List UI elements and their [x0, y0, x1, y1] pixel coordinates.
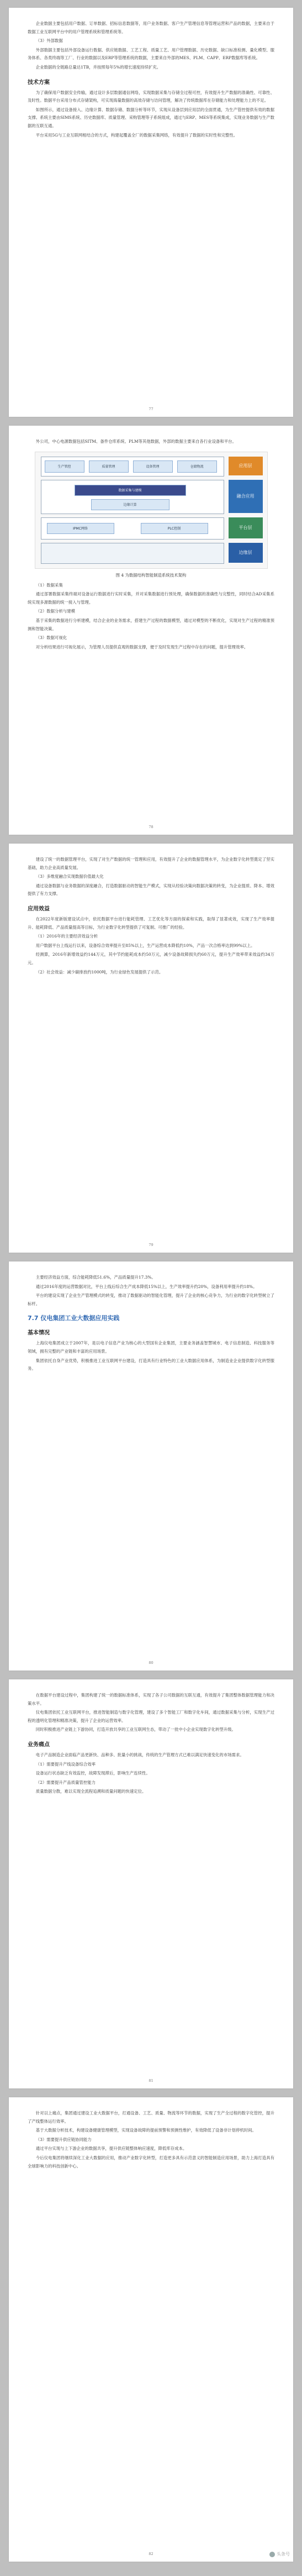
paragraph: （1）2016年的主要经济效益分析 — [35, 934, 98, 939]
paragraph: 经测算，2016年新增效益约144万元，其中节约能耗成本约50万元，减少设备故障损失约60万元，提升生产效率带来效益约34万元。 — [28, 952, 274, 965]
layer-label: 融合应用 — [229, 480, 263, 513]
paragraph: 通过部署数据采集终端对设备运行数据进行实时采集，并对采集数据进行预处理，确保数据的准确性与完整性，同时结合AD采集系统实现多源数据的统一接入与管理。 — [28, 591, 274, 605]
document-page-1 — [9, 8, 293, 417]
architecture-figure — [35, 452, 268, 569]
paragraph: （1）需要提升产线设备综合效率 — [35, 1761, 96, 1767]
paragraph: （3）数据可视化 — [35, 635, 67, 641]
figure-box: 质量管理 — [89, 460, 129, 473]
layer-label: 应用层 — [229, 457, 263, 475]
paragraph: 企业数据的全链路总量达1TB，并按照每年5%的增长速度持续扩充。 — [35, 64, 161, 70]
figure-layer — [41, 457, 224, 477]
paragraph: （3）多维度融合实现数据价值最大化 — [35, 874, 104, 879]
paragraph: 集团依托自身产业优势，积极推进工业互联网平台建设，打造具有行业特色的工业大数据应用体系，为制造业企业提供数字化转型服务。 — [28, 1358, 274, 1371]
paragraph: 如图所示，通过设备接入、边缘计算、数据存储、数据分析等环节，实现从设备层到应用层的全面贯通，为生产管控提供有效的数据支撑。系统主要由SIMS系统、历史数据库、质量管理、采购管理等子系统组成，通过与ERP、MES等系统集成，实现业务数据与生产数据的互联互通。 — [28, 107, 274, 128]
document-page-4 — [9, 1261, 293, 1671]
figure-layer — [41, 543, 224, 564]
page-number: 78 — [149, 825, 153, 829]
paragraph: （3）外部数据 — [35, 38, 63, 44]
paragraph: 在数据平台建设过程中，集团构建了统一的数据标准体系，实现了各子公司数据的互联互通，有效提升了集团整体数据管理能力和决策水平。 — [28, 1693, 274, 1706]
section-heading: 基本情况 — [28, 1330, 50, 1337]
document-page-2 — [9, 426, 293, 835]
paragraph: 对分析结果进行可视化展示，为管理人员提供直观的数据支撑，便于及时发现生产过程中存在的问题，提升管理效率。 — [35, 644, 248, 650]
watermark-logo-icon — [269, 2552, 275, 2557]
paragraph: 在2022年度新版建设试点中，依托数据平台进行能耗管理、工艺优化等方面的探索和实践，取得了显著成效，实现了生产效率提升、能耗降低、产品质量提高等目标，为行业数字化转型提供了可复制、可推广的经验。 — [28, 916, 274, 930]
figure-box: IPMC网络 — [47, 523, 114, 534]
figure-layer — [41, 517, 224, 540]
paragraph: 外部数据主要包括外部设备运行数据、供应链数据、工艺工程、质量工艺、用户管理数据、历史数据、缺口标准检测、量化模型、服务体系、各类终端等工厂、行业的数据以及ERP等管理系统的数据，主要来自外部的MES、PLM、CAPP、ERP数据库等系统。 — [28, 47, 274, 61]
paragraph: 设备运行状态缺乏有效监控，故障发现滞后，影响生产连续性。 — [35, 1771, 150, 1776]
paragraph: 通过平台实现与上下游企业的数据共享，提升供应链整体响应速度，降低库存成本。 — [35, 2146, 187, 2151]
page-number: 80 — [149, 1661, 153, 1665]
watermark — [269, 2551, 290, 2557]
figure-box: 仓储物流 — [177, 460, 217, 473]
document-page-5 — [9, 1679, 293, 2088]
section-heading: 技术方案 — [28, 79, 50, 86]
page-number: 82 — [149, 2552, 153, 2556]
paragraph: 针对以上痛点，集团通过建设工业大数据平台，打通设备、工艺、质量、物流等环节的数据，实现了生产全过程的数字化管控，提升了产线整体运行效率。 — [28, 2111, 274, 2124]
layer-label: 平台层 — [229, 517, 263, 538]
paragraph: 仪电集团依托工业互联网平台，推进智能制造与数字化管理，建设了多个智能工厂和数字化车间，通过数据采集与分析，实现生产过程的透明化管理和精准决策，提升了企业的运营效率。 — [28, 1710, 274, 1723]
page-number: 81 — [149, 2078, 153, 2083]
paragraph: 同时积极推进产业链上下游协同，打造开放共享的工业互联网生态，带动了一批中小企业实现数字化转型升级。 — [35, 1727, 236, 1732]
figure-box: 数据采集与建模 — [75, 485, 186, 496]
paragraph: 为了确保用户数据安全传输，通过设计多层数据通信网络，实现数据采集与存储全过程可控，有效提升生产数据的准确性、可靠性、及时性。数据平台采用分布式存储架构，可实现海量数据的高效存储与访问管理，解决了传统数据库在存储能力和处理能力上的不足。 — [28, 90, 274, 103]
figure-layer — [41, 480, 224, 514]
paragraph: （2）需要提升产品质量管控能力 — [35, 1779, 96, 1785]
chapter-heading: 7.7 仪电集团工业大数据应用实践 — [28, 1315, 120, 1322]
figure-box: 生产管控 — [45, 460, 84, 473]
figure-box: 设备管理 — [133, 460, 173, 473]
page-number: 77 — [149, 407, 153, 411]
paragraph: 基于大数据分析技术，构建设备健康管理模型，实现设备故障的提前预警和预测性维护，有效降低了设备非计划停机时间。 — [35, 2128, 256, 2133]
paragraph: 平台的建设实现了企业生产管理模式的转变，推动了数据驱动的智能化管理，提升了企业的核心竞争力，为行业的数字化转型树立了标杆。 — [28, 1293, 274, 1306]
paragraph: （3）需要提升供应链协同能力 — [35, 2137, 92, 2142]
paragraph: 通过设备数据与业务数据的深度融合，打造数据驱动的智能生产模式，实现从经验决策向数据决策的转变，为企业提质、降本、增效提供了有力支撑。 — [28, 883, 274, 897]
paragraph: （2）社会效益：减少碳排放约1000吨，为行业绿色发展提供了示范。 — [35, 969, 163, 975]
paragraph: 企业数据主要包括用户数据、订单数据、招标信息数据等，用户业务数据、客户生产管理信息等管理运营和产品的数据，主要来自于数据工业互联网平台中的用户管理系统和管理系统等。 — [28, 21, 274, 34]
watermark-text: 头条号 — [277, 2552, 290, 2557]
section-heading: 应用效益 — [28, 905, 50, 912]
figure-caption: 图 4 为数据结构智能制造系统技术架构 — [115, 572, 187, 578]
paragraph: 建设了统一的数据管理平台，实现了对生产数据的统一管理和应用，有效提升了企业的数据管理水平，为企业数字化转型奠定了坚实基础，助力企业高质量发展。 — [28, 857, 274, 870]
layer-label: 边缘层 — [229, 543, 263, 563]
section-heading: 业务痛点 — [28, 1741, 50, 1748]
paragraph: 质量数据分散，难以实现全流程追溯和质量问题的快速定位。 — [35, 1789, 146, 1794]
paragraph: 主要经济效益方面，综合能耗降低51.6%，产品质量提升17.3%。 — [35, 1275, 156, 1280]
paragraph: （2）数据分析与建模 — [35, 609, 76, 614]
paragraph: 通过2016年度的运营数据对比，平台上线后综合生产成本降低15%以上，生产效率提升约20%，设备利用率提升约18%。 — [35, 1284, 257, 1289]
paragraph: 用户数据平台上线运行以来，设备综合效率提升至85%以上，生产运营成本降低约10%，产品一次合格率达到99%以上。 — [35, 943, 255, 948]
page-number: 79 — [149, 1243, 153, 1247]
paragraph: 基于采集的数据进行分析建模，结合企业的业务需求，搭建生产过程的数据模型，通过对模型的不断优化，实现对生产过程的精准预测和智能决策。 — [28, 617, 274, 631]
document-page-3 — [9, 844, 293, 1253]
figure-box: 边缘计算 — [91, 499, 169, 510]
paragraph: （1）数据采集 — [35, 582, 63, 588]
paragraph: 平台采用5G与工业互联网相结合的方式，构建起覆盖全厂的数据采集网络，有效提升了数据的实时性和完整性。 — [35, 132, 238, 138]
paragraph: 上海仪电集团成立于2007年，是以电子信息产业为核心的大型国有企业集团，主要业务涵盖智慧城市、电子信息制造、科技服务等领域，拥有完整的产业链和丰富的应用场景。 — [28, 1341, 274, 1354]
paragraph: 外公司，中心电源数据包括SITM、备件仓库系统、PLM等其他数据，外部的数据主要来自各行业设备和平台。 — [35, 439, 236, 444]
paragraph: 电子产品制造企业面临产品更新快、品种多、批量小的挑战，传统的生产管理方式已难以满足快速变化的市场需求。 — [35, 1752, 244, 1757]
figure-box: PLC控制 — [141, 523, 208, 534]
document-page-6 — [9, 2097, 293, 2562]
paragraph: 今后仪电集团将继续深化工业大数据的应用，推动产业数字化转型，打造更多具有示范意义的智能制造应用场景，助力上海打造具有全球影响力的科技创新中心。 — [28, 2155, 274, 2169]
